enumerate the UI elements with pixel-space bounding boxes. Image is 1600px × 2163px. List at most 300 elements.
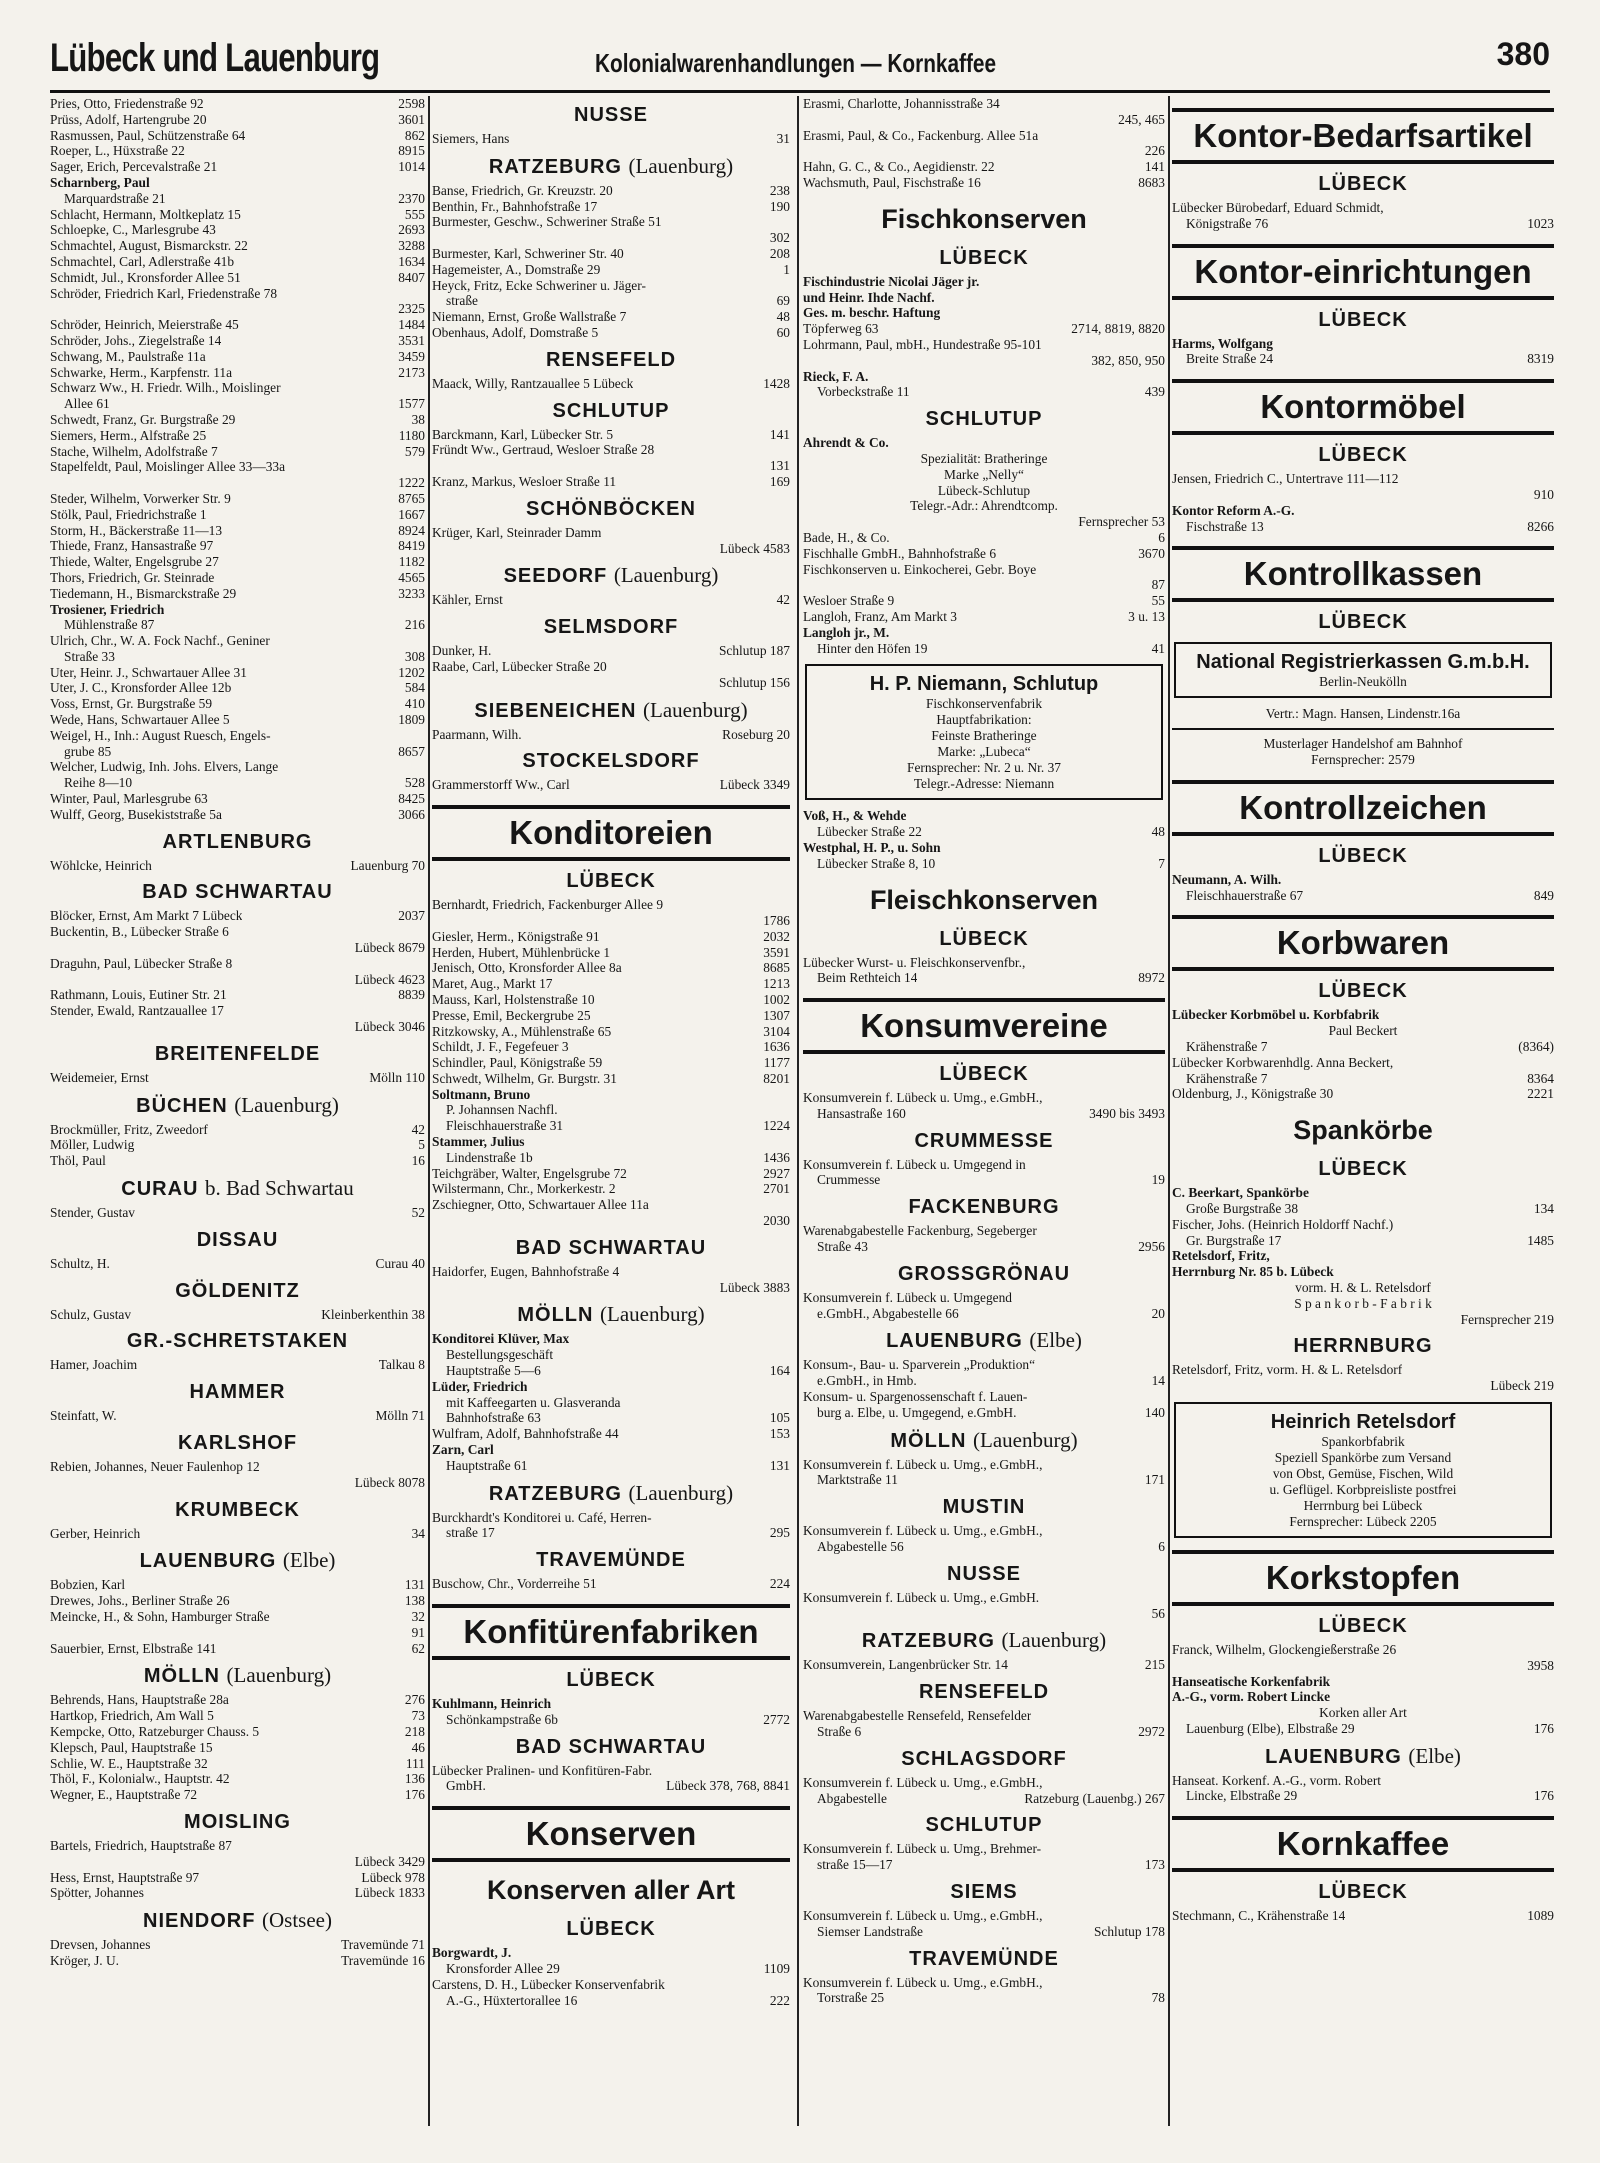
section-heading: Korbwaren xyxy=(1172,915,1554,971)
entry-name: Schloepke, C., Marlesgrube 43 xyxy=(50,222,216,238)
entry-name: Krähenstraße 7 xyxy=(1186,1038,1268,1054)
entry-value: 1014 xyxy=(398,159,425,175)
entry-name: Burmester, Geschw., Schweriner Straße 51 xyxy=(432,214,662,230)
town-name: SIEBENEICHEN xyxy=(474,699,637,722)
town-name: LÜBECK xyxy=(1318,308,1408,331)
entry-name: straße 17 xyxy=(446,1525,495,1541)
entry-name: Lindenstraße 1b xyxy=(446,1149,533,1165)
town-name: SCHLUTUP xyxy=(925,408,1043,431)
entry-name: Abgabestelle xyxy=(817,1790,887,1806)
directory-entry xyxy=(50,924,425,940)
entry-continuation xyxy=(803,824,1165,840)
entry-value-line: 87 xyxy=(1151,577,1165,593)
entry-value: 1809 xyxy=(398,712,425,728)
directory-entry xyxy=(803,1775,1165,1791)
town-qualifier: (Lauenburg) xyxy=(973,1427,1078,1452)
entry-name: Hartkop, Friedrich, Am Wall 5 xyxy=(50,1708,214,1724)
town-name: LÜBECK xyxy=(1318,1158,1408,1181)
entry-name: Banse, Friedrich, Gr. Kreuzstr. 20 xyxy=(432,182,613,198)
entry-continuation xyxy=(1172,216,1554,232)
directory-entry xyxy=(432,1181,790,1197)
entry-name: Fleischhauerstraße 67 xyxy=(1186,887,1304,903)
entry-name: Lübecker Bürobedarf, Eduard Schmidt, xyxy=(1172,200,1384,215)
directory-entry xyxy=(50,1307,425,1323)
entry-name: Grammerstorff Ww., Carl xyxy=(432,777,570,793)
town-heading xyxy=(1172,1880,1554,1904)
entry-name: Kähler, Ernst xyxy=(432,592,503,608)
entry-value: 555 xyxy=(404,206,425,222)
directory-entry xyxy=(432,659,790,675)
entry-name: Stammer, Julius xyxy=(432,1134,525,1150)
town-heading xyxy=(50,1093,425,1118)
entry-name: e.GmbH., Abgabestelle 66 xyxy=(817,1305,959,1321)
ad-line: Fischkonservenfabrik xyxy=(925,696,1043,712)
entry-name: Bestellungsgeschäft xyxy=(446,1347,554,1363)
directory-entry xyxy=(50,238,425,254)
entry-value: 862 xyxy=(404,127,425,143)
entry-value: 1634 xyxy=(398,253,425,269)
town-heading xyxy=(803,1680,1165,1704)
town-name: LÜBECK xyxy=(566,1669,656,1692)
column-divider xyxy=(1168,96,1170,2126)
entry-value: 131 xyxy=(404,1577,425,1593)
town-qualifier: b. Bad Schwartau xyxy=(205,1176,354,1201)
directory-entry xyxy=(50,1256,425,1272)
entry-value: 208 xyxy=(769,245,790,261)
entry-name: Franck, Wilhelm, Glockengießerstraße 26 xyxy=(1172,1641,1397,1657)
entry-name: Hauptstraße 61 xyxy=(446,1457,528,1473)
directory-entry xyxy=(50,1137,425,1153)
directory-entry xyxy=(432,262,790,278)
directory-entry xyxy=(432,1696,790,1712)
entry-value-line: Lübeck 4583 xyxy=(719,540,790,556)
column-4 xyxy=(1172,96,1554,2126)
town-heading xyxy=(432,497,790,521)
entry-name: Wulff, Georg, Busekiststraße 5a xyxy=(50,806,222,822)
entry-name: Töpferweg 63 xyxy=(803,321,879,337)
entry-name: Teichgräber, Walter, Engelsgrube 72 xyxy=(432,1165,627,1181)
directory-entry xyxy=(50,1070,425,1086)
entry-value: 34 xyxy=(411,1525,425,1541)
town-qualifier: (Elbe) xyxy=(1029,1328,1082,1353)
entry-value: 111 xyxy=(405,1755,425,1771)
entry-value: Roseburg 20 xyxy=(722,726,790,742)
entry-value: 6 xyxy=(1158,529,1165,545)
entry-name: Steder, Wilhelm, Vorwerker Str. 9 xyxy=(50,490,231,506)
entry-value: 8319 xyxy=(1527,351,1554,367)
town-heading xyxy=(432,1735,790,1759)
entry-name: Kranz, Markus, Wesloer Straße 11 xyxy=(432,473,617,489)
entry-name: Schwedt, Wilhelm, Gr. Burgstr. 31 xyxy=(432,1070,617,1086)
entry-name: Stapelfeldt, Paul, Moislinger Allee 33—33a xyxy=(50,459,286,475)
town-name: KRUMBECK xyxy=(175,1498,300,1521)
entry-value: 131 xyxy=(769,1457,790,1473)
entry-value: 3104 xyxy=(763,1023,790,1039)
entry-continuation xyxy=(1172,1721,1554,1737)
entry-name: Tiedemann, H., Bismarckstraße 29 xyxy=(50,585,237,601)
directory-entry xyxy=(50,759,425,775)
entry-value: 8364 xyxy=(1527,1070,1554,1086)
town-name: FACKENBURG xyxy=(908,1196,1060,1219)
entry-name: Schultz, H. xyxy=(50,1255,110,1271)
ad-line: Fernsprecher: Nr. 2 u. Nr. 37 xyxy=(907,760,1061,776)
town-name: RATZEBURG xyxy=(861,1630,995,1653)
entry-value: 169 xyxy=(769,473,790,489)
directory-entry xyxy=(803,1590,1165,1606)
town-name: BAD SCHWARTAU xyxy=(142,881,333,904)
directory-entry xyxy=(50,1708,425,1724)
ad-line: Herrnburg bei Lübeck xyxy=(1303,1497,1423,1513)
town-heading xyxy=(432,1668,790,1692)
entry-value: 3066 xyxy=(398,806,425,822)
town-heading xyxy=(432,348,790,372)
town-qualifier: (Elbe) xyxy=(282,1548,336,1573)
entry-name: Draguhn, Paul, Lübecker Straße 8 xyxy=(50,955,233,971)
entry-name: Benthin, Fr., Bahnhofstraße 17 xyxy=(432,198,598,214)
directory-entry xyxy=(803,1157,1165,1173)
entry-name: Konsumverein f. Lübeck u. Umg., e.GmbH., xyxy=(803,1774,1043,1790)
directory-entry xyxy=(432,1071,790,1087)
entry-value-line: 1786 xyxy=(763,912,790,928)
directory-entry xyxy=(432,278,790,294)
entry-value: 1202 xyxy=(398,664,425,680)
entry-name: Storm, H., Bäckerstraße 11—13 xyxy=(50,522,223,538)
town-name: ARTLENBURG xyxy=(162,830,313,853)
directory-entry xyxy=(432,1379,790,1395)
directory-entry xyxy=(50,586,425,602)
town-qualifier: (Ostsee) xyxy=(262,1908,332,1933)
entry-name: e.GmbH., in Hmb. xyxy=(817,1373,917,1389)
town-heading xyxy=(50,1042,425,1066)
entry-value: 218 xyxy=(404,1723,425,1739)
entry-value: 8266 xyxy=(1527,518,1554,534)
directory-entry xyxy=(803,1290,1165,1306)
ad-line: u. Geflügel. Korbpreisliste postfrei xyxy=(1269,1481,1457,1497)
directory-entry xyxy=(50,1740,425,1756)
entry-value: 5 xyxy=(418,1137,425,1153)
entry-name: Konsumverein f. Lübeck u. Umgegend in xyxy=(803,1156,1026,1172)
directory-entry xyxy=(432,1426,790,1442)
entry-name: Konsumverein f. Lübeck u. Umg., Brehmer- xyxy=(803,1841,1042,1857)
town-name: NIENDORF xyxy=(143,1910,256,1933)
entry-continuation xyxy=(803,1239,1165,1255)
entry-name: straße 15—17 xyxy=(817,1857,893,1873)
town-name: LÜBECK xyxy=(1318,1614,1408,1637)
entry-name: Konsumverein f. Lübeck u. Umgegend xyxy=(803,1289,1012,1305)
entry-name: Hanseatische Korkenfabrik xyxy=(1172,1673,1331,1689)
section-heading: Kornkaffee xyxy=(1172,1816,1554,1872)
directory-entry xyxy=(50,633,425,649)
town-heading xyxy=(50,830,425,854)
town-name: MÖLLN xyxy=(517,1304,594,1327)
entry-value: 8915 xyxy=(398,143,425,159)
town-name: LÜBECK xyxy=(939,1063,1029,1086)
entry-continuation xyxy=(803,1373,1165,1389)
entry-continuation xyxy=(1172,1071,1554,1087)
directory-entry xyxy=(50,1577,425,1593)
category-range: Kolonialwarenhandlungen — Kornkaffee xyxy=(595,48,997,78)
entry-name: Spötter, Johannes xyxy=(50,1885,144,1901)
entry-name: Stache, Wilhelm, Adolfstraße 7 xyxy=(50,443,218,459)
entry-name: Möller, Ludwig xyxy=(50,1137,135,1153)
entry-value: 3288 xyxy=(398,238,425,254)
directory-entry xyxy=(1172,1086,1554,1102)
entry-name: Wöhlcke, Heinrich xyxy=(50,857,152,873)
directory-entry xyxy=(432,525,790,541)
directory-entry xyxy=(803,1908,1165,1924)
entry-name: Burckhardt's Konditorei u. Café, Herren- xyxy=(432,1509,652,1525)
entry-name: Ulrich, Chr., W. A. Fock Nachf., Geniner xyxy=(50,633,270,649)
entry-name: Rieck, F. A. xyxy=(803,368,869,384)
entry-continuation xyxy=(1172,1201,1554,1217)
entry-name: Marktstraße 11 xyxy=(817,1472,898,1488)
entry-continuation xyxy=(432,1961,790,1977)
entry-name: Fleischhauerstraße 31 xyxy=(446,1118,564,1134)
column-divider xyxy=(428,96,430,2126)
entry-value: 295 xyxy=(769,1525,790,1541)
entry-continuation xyxy=(50,396,425,412)
directory-entry xyxy=(50,1692,425,1708)
directory-entry xyxy=(803,562,1165,578)
town-heading xyxy=(1172,1744,1554,1769)
directory-entry xyxy=(432,1166,790,1182)
entry-name: Klepsch, Paul, Hauptstraße 15 xyxy=(50,1739,213,1755)
town-heading xyxy=(432,154,790,179)
directory-entry xyxy=(803,530,1165,546)
directory-entry xyxy=(50,1641,425,1657)
entry-value: 439 xyxy=(1144,384,1165,400)
directory-entry xyxy=(432,131,790,147)
entry-name: Bobzien, Karl xyxy=(50,1577,126,1593)
town-name: GR.-SCHRETSTAKEN xyxy=(126,1330,349,1353)
directory-entry xyxy=(50,380,425,396)
town-name: TRAVEMÜNDE xyxy=(909,1947,1059,1970)
town-name: TRAVEMÜNDE xyxy=(536,1549,686,1572)
entry-value: 14 xyxy=(1151,1373,1165,1389)
entry-name: Bade, H., & Co. xyxy=(803,529,890,545)
entry-name: Fischindustrie Nicolai Jäger jr. xyxy=(803,273,980,289)
entry-name: Hauptstraße 5—6 xyxy=(446,1363,541,1379)
entry-name: Konsumverein f. Lübeck u. Umg., e.GmbH., xyxy=(803,1974,1043,1990)
entry-name: Schröder, Johs., Ziegelstraße 14 xyxy=(50,332,222,348)
entry-name: Lüder, Friedrich xyxy=(432,1378,528,1394)
entry-value-line: 245, 465 xyxy=(1118,111,1165,127)
entry-value: 1484 xyxy=(398,317,425,333)
directory-entry xyxy=(1172,1264,1554,1280)
entry-value: 1177 xyxy=(763,1055,790,1071)
entry-continuation xyxy=(803,384,1165,400)
entry-name: Herden, Hubert, Mühlenbrücke 1 xyxy=(432,944,611,960)
entry-name: Oldenburg, J., Königstraße 30 xyxy=(1172,1086,1334,1102)
directory-entry xyxy=(432,897,790,913)
directory-entry xyxy=(803,1223,1165,1239)
section-heading: Kontormöbel xyxy=(1172,379,1554,435)
town-heading xyxy=(1172,979,1554,1003)
town-name: LÜBECK xyxy=(1318,1881,1408,1904)
entry-note: Fernsprecher: 2579 xyxy=(1311,751,1415,767)
entry-value: 308 xyxy=(404,648,425,664)
directory-entry xyxy=(432,592,790,608)
directory-entry xyxy=(1172,200,1554,216)
entry-continuation xyxy=(803,1405,1165,1421)
town-heading xyxy=(50,1498,425,1522)
entry-value: 1667 xyxy=(398,506,425,522)
entry-value: 176 xyxy=(1533,1720,1554,1736)
entry-value-line: 302 xyxy=(769,230,790,246)
directory-entry xyxy=(50,112,425,128)
entry-name: Wulfram, Adolf, Bahnhofstraße 44 xyxy=(432,1426,619,1442)
entry-name: Ahrendt & Co. xyxy=(803,435,889,451)
entry-name: Kröger, J. U. xyxy=(50,1952,120,1968)
directory-entry xyxy=(432,976,790,992)
entry-name: Konsum-, Bau- u. Sparverein „Produktion“ xyxy=(803,1357,1036,1373)
directory-entry xyxy=(432,1442,790,1458)
directory-entry xyxy=(50,538,425,554)
entry-value-line: 2325 xyxy=(398,301,425,317)
entry-value: 3490 bis 3493 xyxy=(1089,1105,1165,1121)
entry-value: 1636 xyxy=(763,1039,790,1055)
town-name: BAD SCHWARTAU xyxy=(515,1236,707,1259)
entry-note: Spezialität: Bratheringe xyxy=(920,450,1048,466)
entry-value: 2772 xyxy=(763,1711,790,1727)
entry-name: Lübecker Korbwarenhdlg. Anna Beckert, xyxy=(1172,1054,1394,1070)
directory-entry xyxy=(50,728,425,744)
entry-name: Konsumverein f. Lübeck u. Umg., e.GmbH. xyxy=(803,1589,1040,1605)
ad-line: Spankorbfabrik xyxy=(1321,1433,1405,1449)
directory-entry xyxy=(50,1357,425,1373)
entry-name: Abgabestelle 56 xyxy=(817,1539,904,1555)
town-name: MÖLLN xyxy=(890,1429,967,1452)
directory-entry xyxy=(50,908,425,924)
entry-name: Konsumverein f. Lübeck u. Umg., e.GmbH., xyxy=(803,1456,1043,1472)
entry-continuation xyxy=(432,1525,790,1541)
directory-entry xyxy=(803,840,1165,856)
entry-name: Wilstermann, Chr., Morkerkestr. 2 xyxy=(432,1181,616,1197)
town-heading xyxy=(50,1663,425,1688)
directory-entry xyxy=(803,435,1165,451)
entry-name: Beim Rethteich 14 xyxy=(817,970,918,986)
town-name: DISSAU xyxy=(196,1228,279,1251)
entry-name: Hansastraße 160 xyxy=(817,1105,906,1121)
entry-name: Allee 61 xyxy=(64,396,110,412)
entry-continuation xyxy=(803,1791,1165,1807)
entry-value: 8924 xyxy=(398,522,425,538)
entry-value: 140 xyxy=(1144,1404,1165,1420)
entry-name: Straße 33 xyxy=(64,648,115,664)
entry-value: 3601 xyxy=(398,111,425,127)
town-name: LÜBECK xyxy=(1318,844,1408,867)
entry-name: Zarn, Carl xyxy=(432,1442,494,1458)
entry-value: 48 xyxy=(1151,824,1165,840)
entry-continuation xyxy=(432,1118,790,1134)
entry-value: Lauenburg 70 xyxy=(350,857,425,873)
directory-entry xyxy=(432,1134,790,1150)
entry-name: Kempcke, Otto, Ratzeburger Chauss. 5 xyxy=(50,1723,260,1739)
directory-entry xyxy=(1172,1773,1554,1789)
entry-name: Lübecker Wurst- u. Fleischkonservenfbr., xyxy=(803,954,1026,970)
town-heading xyxy=(803,1628,1165,1653)
directory-entry xyxy=(803,1389,1165,1405)
entry-value: 3459 xyxy=(398,348,425,364)
entry-value: 1023 xyxy=(1527,215,1554,231)
town-heading xyxy=(50,1810,425,1834)
entry-value: 1182 xyxy=(398,554,425,570)
entry-name: burg a. Elbe, u. Umgegend, e.GmbH. xyxy=(817,1404,1017,1420)
entry-value: 2693 xyxy=(398,222,425,238)
entry-name: Westphal, H. P., u. Sohn xyxy=(803,839,941,855)
directory-entry xyxy=(803,1708,1165,1724)
directory-entry xyxy=(1172,1674,1554,1690)
directory-entry xyxy=(50,1870,425,1886)
entry-name: Raabe, Carl, Lübecker Straße 20 xyxy=(432,658,607,674)
town-heading xyxy=(803,407,1165,431)
entry-name: Weidemeier, Ernst xyxy=(50,1069,149,1085)
entry-value: 2972 xyxy=(1138,1724,1165,1740)
entry-name: Thöl, Paul xyxy=(50,1153,106,1169)
entry-name: Soltmann, Bruno xyxy=(432,1086,531,1102)
town-name: MUSTIN xyxy=(942,1496,1026,1519)
entry-value: 7 xyxy=(1158,855,1165,871)
town-name: GROSSGRÖNAU xyxy=(897,1262,1071,1285)
town-heading xyxy=(50,1279,425,1303)
entry-continuation xyxy=(1172,519,1554,535)
entry-name: Carstens, D. H., Lübecker Konservenfabrik xyxy=(432,1976,665,1992)
town-heading xyxy=(50,1431,425,1455)
entry-value: Lübeck 978 xyxy=(361,1869,425,1885)
town-heading xyxy=(1172,844,1554,868)
entry-continuation xyxy=(432,1363,790,1379)
directory-entry xyxy=(432,992,790,1008)
entry-continuation xyxy=(803,970,1165,986)
directory-entry xyxy=(1172,1689,1554,1705)
entry-name: Siemers, Herm., Alfstraße 25 xyxy=(50,427,207,443)
entry-continuation xyxy=(1172,888,1554,904)
entry-name: Marquardstraße 21 xyxy=(64,190,166,206)
entry-name: Lübecker Korbmöbel u. Korbfabrik xyxy=(1172,1007,1380,1023)
directory-entry xyxy=(50,1724,425,1740)
town-heading xyxy=(50,1908,425,1933)
entry-value: 2037 xyxy=(398,908,425,924)
directory-entry xyxy=(50,428,425,444)
entry-value: 8419 xyxy=(398,538,425,554)
page-header xyxy=(50,28,1550,93)
ad-title: H. P. Niemann, Schlutup xyxy=(869,673,1099,696)
ad-line: von Obst, Gemüse, Fischen, Wild xyxy=(1272,1465,1454,1481)
directory-entry xyxy=(50,1408,425,1424)
column-divider xyxy=(797,96,799,2126)
entry-value-line: Lübeck 219 xyxy=(1490,1378,1554,1394)
directory-entry xyxy=(50,523,425,539)
entry-name: Stender, Gustav xyxy=(50,1205,135,1221)
directory-entry xyxy=(50,1756,425,1772)
entry-value: 584 xyxy=(404,680,425,696)
entry-name: Niemann, Ernst, Große Wallstraße 7 xyxy=(432,309,627,325)
directory-entry xyxy=(432,945,790,961)
directory-entry xyxy=(803,609,1165,625)
entry-value: 78 xyxy=(1151,1990,1165,2006)
directory-entry xyxy=(803,808,1165,824)
entry-name: Lübecker Straße 8, 10 xyxy=(817,855,936,871)
entry-value: Lübeck 3349 xyxy=(719,777,790,793)
entry-name: Paarmann, Wilh. xyxy=(432,726,522,742)
town-name: SCHLAGSDORF xyxy=(901,1747,1067,1770)
section-heading: Kontor-einrichtungen xyxy=(1172,244,1554,300)
entry-name: Hinter den Höfen 19 xyxy=(817,640,928,656)
town-heading xyxy=(432,1302,790,1327)
directory-entry xyxy=(432,442,790,458)
entry-name: Pries, Otto, Friedenstraße 92 xyxy=(50,96,204,111)
directory-entry xyxy=(50,1459,425,1475)
